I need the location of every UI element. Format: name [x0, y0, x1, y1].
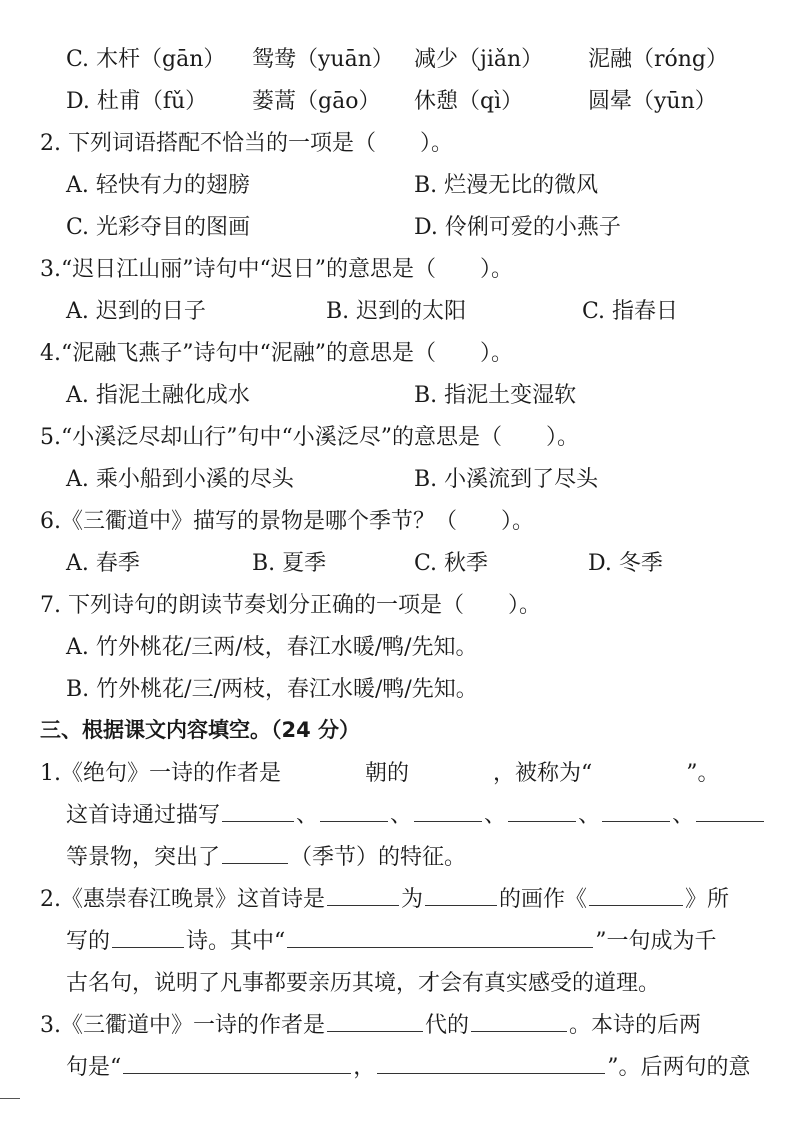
q2-stem: 2. 下列词语搭配不恰当的一项是（ ）。 [40, 131, 453, 156]
q1-option-d-3: 休憩（qì） [414, 89, 524, 114]
fill2-text-5: 写的 [66, 929, 111, 954]
fill1-blank-scene-6[interactable] [696, 799, 764, 822]
q6-option-c: C. 秋季 [414, 551, 489, 576]
fill2-blank-poet[interactable] [327, 883, 399, 906]
q5-stem: 5.“小溪泛尽却山行”句中“小溪泛尽”的意思是（ ）。 [40, 425, 579, 450]
q5-option-b: B. 小溪流到了尽头 [414, 467, 599, 492]
fill3-text-1: 3.《三衢道中》一诗的作者是 [40, 1013, 325, 1038]
q1-option-c-1: C. 木杆（gān） [66, 47, 226, 72]
fill3-blank-line-3[interactable] [123, 1051, 351, 1074]
q2-option-a: A. 轻快有力的翅膀 [66, 173, 250, 198]
q1-option-c-2: 鸳鸯（yuān） [252, 47, 394, 72]
fill1-text-3: ，被称为“ [493, 761, 593, 786]
fill2-text-3: 的画作《 [499, 887, 588, 912]
q6-option-a: A. 春季 [66, 551, 140, 576]
fill3-blank-author[interactable] [471, 1009, 567, 1032]
fill1-blank-scene-2[interactable] [320, 799, 388, 822]
fill1-text-1: 1.《绝句》一诗的作者是 [40, 761, 281, 786]
fill2-blank-painter[interactable] [425, 883, 497, 906]
fill1-blank-dynasty[interactable] [283, 757, 363, 780]
q6-stem: 6.《三衢道中》描写的景物是哪个季节？（ ）。 [40, 509, 534, 534]
fill3-line1 [40, 1008, 701, 1039]
q7-stem: 7. 下列诗句的朗读节奏划分正确的一项是（ ）。 [40, 593, 541, 618]
fill2-blank-painting[interactable] [589, 883, 683, 906]
fill1-blank-season[interactable] [222, 841, 288, 864]
fill2-text-7: ”一句成为千 [595, 929, 717, 954]
fill2-line2 [66, 924, 717, 955]
q2-option-c: C. 光彩夺目的图画 [66, 215, 251, 240]
fill3-text-3: 。本诗的后两 [569, 1013, 702, 1038]
fill2-blank-famous-line[interactable] [287, 925, 593, 948]
q3-stem: 3.“迟日江山丽”诗句中“迟日”的意思是（ ）。 [40, 257, 513, 282]
fill1-text-5: 这首诗通过描写 [66, 803, 221, 828]
page-edge-mark [0, 1098, 20, 1099]
q1-option-d-1: D. 杜甫（fǔ） [66, 89, 208, 114]
fill1-text-7: （季节）的特征。 [290, 845, 467, 870]
q4-stem: 4.“泥融飞燕子”诗句中“泥融”的意思是（ ）。 [40, 341, 513, 366]
q6-option-d: D. 冬季 [588, 551, 663, 576]
fill3-text-6: ”。后两句的意 [607, 1055, 751, 1080]
q3-option-c: C. 指春日 [582, 299, 679, 324]
q2-option-d: D. 伶俐可爱的小燕子 [414, 215, 621, 240]
q1-option-c-3: 减少（jiǎn） [414, 47, 544, 72]
fill1-line3 [66, 840, 466, 871]
q3-option-a: A. 迟到的日子 [66, 299, 206, 324]
q2-option-b: B. 烂漫无比的微风 [414, 173, 599, 198]
fill3-text-5: ， [353, 1055, 376, 1080]
fill3-blank-dynasty[interactable] [327, 1009, 423, 1032]
fill1-blank-scene-5[interactable] [602, 799, 670, 822]
fill1-blank-author[interactable] [411, 757, 491, 780]
q1-option-c-4: 泥融（róng） [588, 47, 729, 72]
q7-option-b: B. 竹外桃花/三/两枝，春江水暖/鸭/先知。 [66, 677, 478, 702]
fill1-blank-scene-1[interactable] [222, 799, 294, 822]
q1-option-d-4: 圆晕（yūn） [588, 89, 717, 114]
q4-option-b: B. 指泥土变湿软 [414, 383, 577, 408]
fill1-blank-scene-4[interactable] [508, 799, 576, 822]
fill2-text-2: 为 [401, 887, 424, 912]
fill2-text-1: 2.《惠崇春江晚景》这首诗是 [40, 887, 325, 912]
fill1-line2: 这首诗通过描写 、 、 、 、 、 [66, 798, 766, 829]
q3-option-b: B. 迟到的太阳 [326, 299, 467, 324]
fill1-text-4: ”。 [686, 761, 720, 786]
q4-option-a: A. 指泥土融化成水 [66, 383, 250, 408]
fill3-text-4: 句是“ [66, 1055, 122, 1080]
fill3-text-2: 代的 [425, 1013, 470, 1038]
q5-option-a: A. 乘小船到小溪的尽头 [66, 467, 294, 492]
fill2-blank-type[interactable] [112, 925, 184, 948]
section-3-heading: 三、根据课文内容填空。（24 分） [40, 718, 361, 742]
fill1-blank-scene-3[interactable] [414, 799, 482, 822]
fill1-blank-title[interactable] [594, 757, 684, 780]
q7-option-a: A. 竹外桃花/三两/枝，春江水暖/鸭/先知。 [66, 635, 478, 660]
fill2-line3: 古名句，说明了凡事都要亲历其境，才会有真实感受的道理。 [66, 971, 661, 996]
fill2-text-6: 诗。其中“ [186, 929, 286, 954]
fill1-text-6: 等景物，突出了 [66, 845, 221, 870]
fill1-text-2: 朝的 [365, 761, 410, 786]
fill3-line2 [66, 1050, 751, 1081]
fill3-blank-line-4[interactable] [377, 1051, 605, 1074]
q1-option-d-2: 蒌蒿（gāo） [252, 89, 381, 114]
fill1-line1 [40, 756, 720, 787]
q6-option-b: B. 夏季 [252, 551, 327, 576]
fill2-line1 [40, 882, 729, 913]
fill2-text-4: 》所 [685, 887, 730, 912]
